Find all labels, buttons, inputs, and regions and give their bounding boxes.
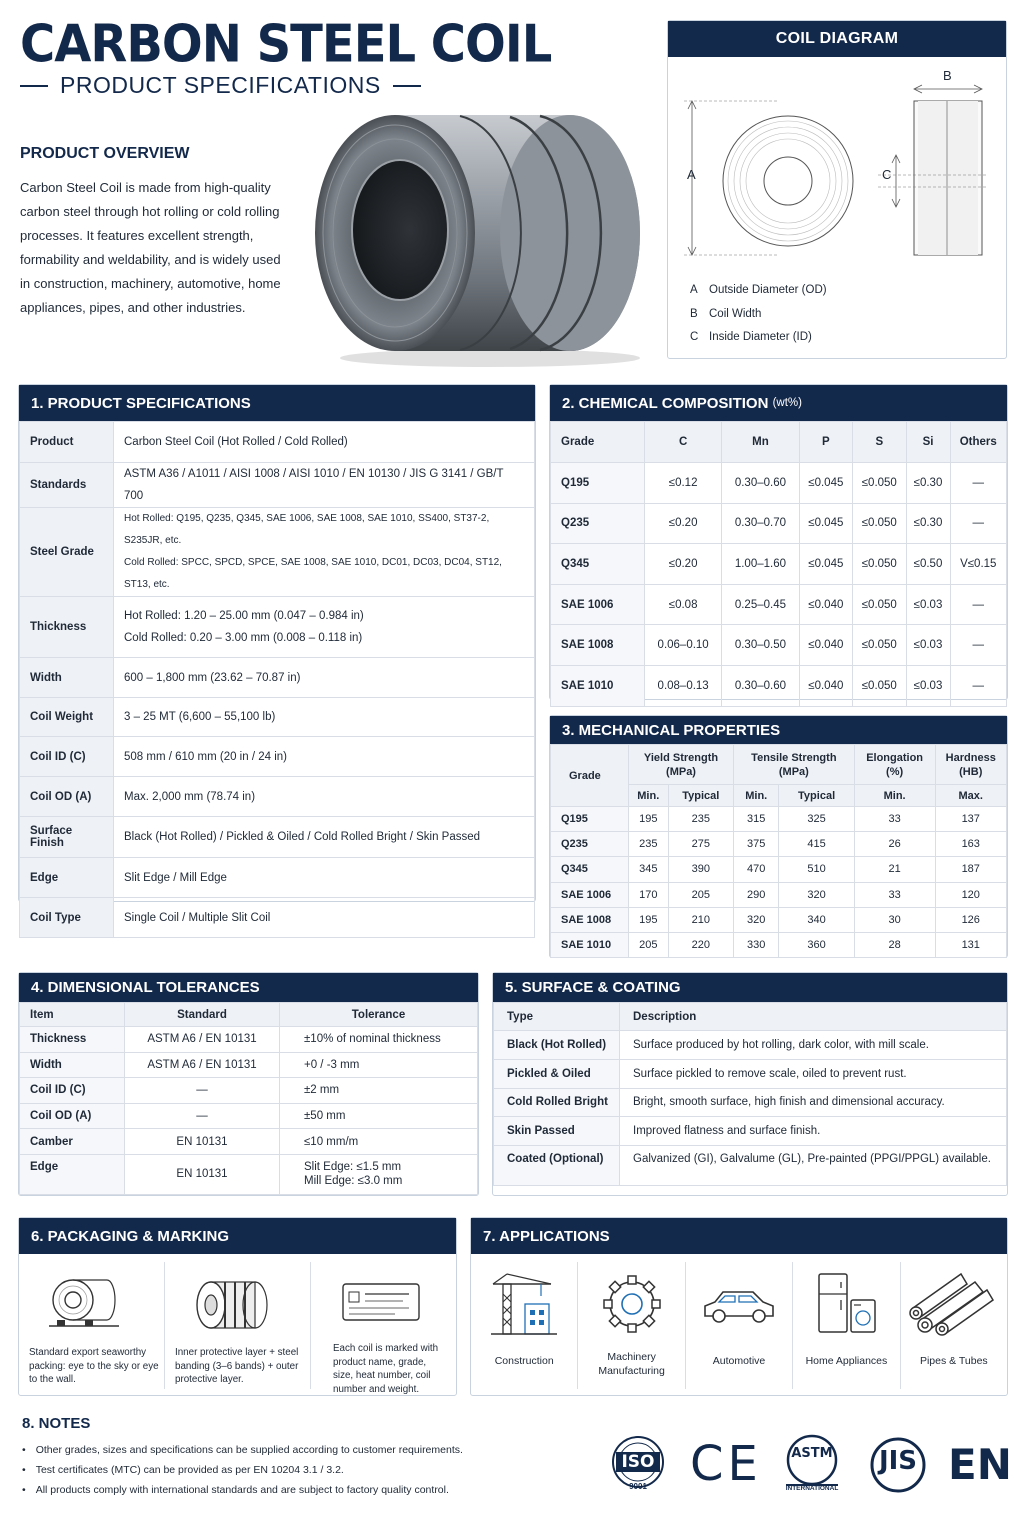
legend-item: A Outside Diameter (OD) <box>690 284 827 296</box>
surf-type: Pickled & Oiled <box>494 1059 620 1088</box>
application-label: Automotive <box>712 1355 766 1367</box>
spec-row <box>20 898 535 938</box>
spec-row <box>20 777 535 817</box>
chem-header: Others <box>950 422 1006 463</box>
chem-value: ≤0.50 <box>906 544 950 585</box>
gear-icon <box>597 1270 667 1340</box>
mechanical-properties-panel <box>549 715 1008 958</box>
surface-coating-table <box>493 1002 1007 1186</box>
spec-value-line: ASTM A36 / A1011 / AISI 1008 / AISI 1010 / EN 10130 / JIS G 3141 / GB/T 700 <box>124 468 504 502</box>
label-card-icon <box>339 1276 429 1336</box>
chem-row <box>551 544 1007 585</box>
chem-row <box>551 463 1007 504</box>
chem-value: 0.06–0.10 <box>644 625 721 666</box>
chem-value: ≤0.045 <box>799 463 852 504</box>
spec-value <box>114 858 535 898</box>
tol-header-row <box>20 1003 478 1027</box>
chem-value: ≤0.30 <box>906 503 950 544</box>
surface-coating-title: 5. SURFACE & COATING <box>493 973 1007 1002</box>
chem-grade: SAE 1010 <box>551 665 645 706</box>
tol-value: ±50 mm <box>280 1103 478 1129</box>
mech-value: 340 <box>779 907 854 932</box>
mech-row <box>551 907 1007 932</box>
tol-item: Coil ID (C) <box>20 1078 125 1104</box>
chem-value: 0.30–0.70 <box>722 503 799 544</box>
tol-value: ±10% of nominal thickness <box>280 1027 478 1053</box>
chem-row <box>551 625 1007 666</box>
spec-value <box>114 597 535 658</box>
mech-header-line: (MPa) <box>666 765 696 778</box>
chem-header: Mn <box>722 422 799 463</box>
iso-number: 9001 <box>629 1482 647 1491</box>
mech-value: 205 <box>629 932 669 957</box>
chem-value: 1.00–1.60 <box>722 544 799 585</box>
surf-header: Type <box>494 1003 620 1031</box>
chem-header: Grade <box>551 422 645 463</box>
chem-value: ≤0.045 <box>799 503 852 544</box>
spec-label: Width <box>20 658 114 698</box>
mech-grade: Q235 <box>551 832 629 857</box>
iso-logo-text: ISO <box>621 1452 655 1472</box>
mech-row <box>551 857 1007 882</box>
mech-value: 375 <box>734 832 779 857</box>
tol-value: ±2 mm <box>280 1078 478 1104</box>
spec-value-line: Single Coil / Multiple Slit Coil <box>124 911 271 924</box>
tol-standard: ASTM A6 / EN 10131 <box>125 1027 280 1053</box>
mech-grade: SAE 1006 <box>551 882 629 907</box>
mech-header-group <box>734 745 855 785</box>
chem-value: — <box>950 625 1006 666</box>
surf-description: Improved flatness and surface finish. <box>620 1117 1007 1146</box>
mech-header-group <box>854 745 935 785</box>
chem-value: ≤0.03 <box>906 625 950 666</box>
chem-value: — <box>950 463 1006 504</box>
diagram-legend <box>690 279 827 350</box>
spec-label: Coil Weight <box>20 698 114 737</box>
tol-item: Thickness <box>20 1027 125 1053</box>
chem-value: ≤0.050 <box>853 625 906 666</box>
en-logo-text: EN <box>948 1440 1012 1489</box>
application-label: Machinery Manufacturing <box>598 1351 665 1377</box>
chem-value: V≤0.15 <box>950 544 1006 585</box>
spec-label: Coil OD (A) <box>20 777 114 817</box>
chem-row <box>551 584 1007 625</box>
surf-row <box>494 1059 1007 1088</box>
tol-row <box>20 1078 478 1104</box>
page-title: CARBON STEEL COIL <box>20 14 552 75</box>
tol-row <box>20 1154 478 1194</box>
overview-heading: PRODUCT OVERVIEW <box>20 145 190 162</box>
chem-value: ≤0.03 <box>906 665 950 706</box>
spec-row <box>20 508 535 597</box>
chem-value: ≤0.08 <box>644 584 721 625</box>
chem-value: ≤0.12 <box>644 463 721 504</box>
surf-type: Cold Rolled Bright <box>494 1088 620 1117</box>
chem-header: C <box>644 422 721 463</box>
chemical-composition-panel <box>549 384 1008 700</box>
mech-row <box>551 932 1007 957</box>
mech-subheader: Min. <box>629 785 669 807</box>
mech-header-line: Yield Strength <box>643 751 719 764</box>
packaging-item <box>165 1262 311 1389</box>
tol-standard: EN 10131 <box>125 1129 280 1155</box>
surf-row <box>494 1146 1007 1186</box>
tol-standard: — <box>125 1078 280 1104</box>
spec-value <box>114 508 535 597</box>
chem-value: ≤0.20 <box>644 503 721 544</box>
spec-value-line: Max. 2,000 mm (78.74 in) <box>124 790 256 803</box>
chem-value: — <box>950 584 1006 625</box>
mech-header-line: Hardness <box>945 751 996 764</box>
chem-value: ≤0.045 <box>799 544 852 585</box>
surf-type: Skin Passed <box>494 1117 620 1146</box>
surf-row <box>494 1031 1007 1060</box>
pipes-icon <box>909 1270 999 1340</box>
coil-diagram-drawing <box>668 59 1008 279</box>
mech-value: 415 <box>779 832 854 857</box>
notes-list <box>22 1440 463 1500</box>
chem-value: ≤0.050 <box>853 665 906 706</box>
chem-value: 0.30–0.50 <box>722 625 799 666</box>
surf-description: Surface pickled to remove scale, oiled to prevent rust. <box>620 1059 1007 1088</box>
tol-value <box>280 1154 478 1194</box>
mech-subheader: Min. <box>854 785 935 807</box>
spec-value <box>114 698 535 737</box>
mech-value: 470 <box>734 857 779 882</box>
astm-logo <box>786 1436 838 1486</box>
spec-value-line: Hot Rolled: Q195, Q235, Q345, SAE 1006, SAE 1008, SAE 1010, SS400, ST37-2, S235JR, etc. <box>124 513 490 546</box>
mech-value: 345 <box>629 857 669 882</box>
mech-value: 170 <box>629 882 669 907</box>
spec-value-line: Cold Rolled: SPCC, SPCD, SPCE, SAE 1008, SAE 1010, DC01, DC03, DC04, ST12, ST13, etc. <box>124 557 502 590</box>
coil-diagram-title: COIL DIAGRAM <box>668 21 1006 57</box>
crane-icon <box>489 1270 559 1340</box>
banded-coil-icon <box>191 1276 271 1336</box>
chem-grade: Q195 <box>551 463 645 504</box>
tol-row <box>20 1027 478 1053</box>
mech-row <box>551 882 1007 907</box>
spec-row <box>20 597 535 658</box>
spec-value-line: 508 mm / 610 mm (20 in / 24 in) <box>124 750 287 763</box>
mech-grade: Q195 <box>551 807 629 832</box>
mech-value: 210 <box>668 907 734 932</box>
mech-header-line: (HB) <box>959 765 983 778</box>
spec-value <box>114 463 535 508</box>
dimensional-tolerances-panel <box>18 972 479 1196</box>
mech-value: 220 <box>668 932 734 957</box>
chem-grade: Q345 <box>551 544 645 585</box>
page-subtitle <box>20 72 421 99</box>
coil-packing-icon <box>45 1276 125 1336</box>
packaging-item-text: Standard export seaworthy packing: eye to the sky or eye to the wall. <box>29 1347 159 1385</box>
surf-row <box>494 1088 1007 1117</box>
tol-value: +0 / -3 mm <box>280 1052 478 1078</box>
spec-label: Coil Type <box>20 898 114 938</box>
tol-row <box>20 1052 478 1078</box>
mech-value: 290 <box>734 882 779 907</box>
surface-coating-panel <box>492 972 1008 1196</box>
mech-value: 235 <box>629 832 669 857</box>
tol-row <box>20 1129 478 1155</box>
applications-panel <box>470 1217 1008 1396</box>
spec-row <box>20 737 535 777</box>
application-item <box>901 1262 1007 1389</box>
surf-header: Description <box>620 1003 1007 1031</box>
chem-value: ≤0.20 <box>644 544 721 585</box>
spec-value-line: 600 – 1,800 mm (23.62 – 70.87 in) <box>124 671 301 684</box>
packaging-marking-panel <box>18 1217 457 1396</box>
chem-value: ≤0.040 <box>799 665 852 706</box>
tol-standard: EN 10131 <box>125 1154 280 1194</box>
mech-value: 30 <box>854 907 935 932</box>
mech-value: 126 <box>935 907 1007 932</box>
chem-value: ≤0.040 <box>799 625 852 666</box>
spec-label: Steel Grade <box>20 508 114 597</box>
chemical-composition-table <box>550 421 1007 707</box>
spec-value <box>114 422 535 463</box>
application-item <box>471 1262 578 1389</box>
surf-description: Galvanized (GI), Galvalume (GL), Pre-painted (PPGI/PPGL) available. <box>620 1146 1007 1186</box>
packaging-item-text: Each coil is marked with product name, grade, size, heat number, coil number and weight. <box>333 1343 439 1395</box>
tol-item: Width <box>20 1052 125 1078</box>
mech-value: 33 <box>854 882 935 907</box>
tol-item: Edge <box>20 1154 125 1194</box>
mech-header-line: (%) <box>886 765 904 778</box>
spec-label: Standards <box>20 463 114 508</box>
spec-label: Edge <box>20 858 114 898</box>
mechanical-properties-title: 3. MECHANICAL PROPERTIES <box>550 716 1007 744</box>
spec-value-line: Cold Rolled: 0.20 – 3.00 mm (0.008 – 0.118 in) <box>124 632 363 644</box>
spec-value <box>114 737 535 777</box>
mech-value: 120 <box>935 882 1007 907</box>
spec-value-line: Hot Rolled: 1.20 – 25.00 mm (0.047 – 0.984 in) <box>124 610 364 622</box>
spec-value <box>114 898 535 938</box>
packaging-item <box>311 1262 456 1395</box>
mech-header-line: Tensile Strength <box>751 751 837 764</box>
chem-row <box>551 503 1007 544</box>
chem-value: 0.30–0.60 <box>722 665 799 706</box>
mech-value: 131 <box>935 932 1007 957</box>
chem-grade: Q235 <box>551 503 645 544</box>
tol-value-line: Mill Edge: ≤3.0 mm <box>304 1175 403 1188</box>
product-specifications-panel <box>18 384 536 924</box>
spec-row <box>20 817 535 858</box>
spec-value-line: 3 – 25 MT (6,600 – 55,100 lb) <box>124 711 276 723</box>
spec-label: Thickness <box>20 597 114 658</box>
mech-grade: SAE 1010 <box>551 932 629 957</box>
tol-header: Standard <box>125 1003 280 1027</box>
surf-description: Bright, smooth surface, high finish and dimensional accuracy. <box>620 1088 1007 1117</box>
coil-diagram-panel <box>667 20 1007 359</box>
legend-item: B Coil Width <box>690 307 762 320</box>
application-label: Home Appliances <box>805 1355 888 1367</box>
diagram-mark-a: A <box>687 167 696 182</box>
chem-value: ≤0.050 <box>853 463 906 504</box>
chem-value: ≤0.050 <box>853 544 906 585</box>
surf-description: Surface produced by hot rolling, dark color, with mill scale. <box>620 1031 1007 1060</box>
chemical-unit: (wt%) <box>772 397 802 409</box>
chem-value: 0.08–0.13 <box>644 665 721 706</box>
chem-value: ≤0.30 <box>906 463 950 504</box>
mech-value: 205 <box>668 882 734 907</box>
note-item: • All products comply with international standards and are subject to factory quality control. <box>22 1480 463 1500</box>
mech-value: 33 <box>854 807 935 832</box>
chem-value: 0.30–0.60 <box>722 463 799 504</box>
subtitle-text: PRODUCT SPECIFICATIONS <box>60 72 381 98</box>
packaging-item <box>19 1262 165 1389</box>
astm-logo-subtext: INTERNATIONAL <box>785 1485 839 1492</box>
product-specifications-title: 1. PRODUCT SPECIFICATIONS <box>19 385 535 421</box>
chem-header: Si <box>906 422 950 463</box>
spec-row <box>20 422 535 463</box>
surf-header-row <box>494 1003 1007 1031</box>
mech-row <box>551 807 1007 832</box>
mech-value: 195 <box>629 807 669 832</box>
note-item: • Test certificates (MTC) can be provided as per EN 10204 3.1 / 3.2. <box>22 1460 463 1480</box>
surf-row <box>494 1117 1007 1146</box>
tol-value: ≤10 mm/m <box>280 1129 478 1155</box>
tol-header: Item <box>20 1003 125 1027</box>
chem-value: ≤0.040 <box>799 584 852 625</box>
spec-value-line: Carbon Steel Coil (Hot Rolled / Cold Rolled) <box>124 436 348 448</box>
surf-type: Black (Hot Rolled) <box>494 1031 620 1060</box>
mech-header-grade: Grade <box>551 745 629 807</box>
chemical-composition-title: 2. CHEMICAL COMPOSITION (wt%) <box>550 385 1007 421</box>
certification-logos <box>606 1432 1012 1498</box>
jis-logo-text: JIS <box>878 1446 918 1476</box>
chem-value: ≤0.03 <box>906 584 950 625</box>
spec-value <box>114 817 535 858</box>
mech-value: 235 <box>668 807 734 832</box>
mech-value: 163 <box>935 832 1007 857</box>
chem-value: — <box>950 503 1006 544</box>
dimensional-tolerances-title: 4. DIMENSIONAL TOLERANCES <box>19 973 478 1002</box>
tol-header: Tolerance <box>280 1003 478 1027</box>
mech-grade: SAE 1008 <box>551 907 629 932</box>
spec-label: Coil ID (C) <box>20 737 114 777</box>
overview-text: Carbon Steel Coil is made from high-quality carbon steel through hot rolling or cold rolling processes. It features excellent strength, formability and weldability, and is widely used in construction, machinery, automotive, home appliances, pipes, and other industries. <box>20 180 281 315</box>
chem-grade: SAE 1008 <box>551 625 645 666</box>
application-item <box>793 1262 900 1389</box>
note-item: • Other grades, sizes and specifications can be supplied according to customer requirements. <box>22 1440 463 1460</box>
mechanical-properties-table <box>550 744 1007 958</box>
application-item <box>686 1262 793 1389</box>
application-item <box>578 1262 685 1389</box>
chem-value: 0.25–0.45 <box>722 584 799 625</box>
diagram-mark-c: C <box>882 167 892 182</box>
spec-row <box>20 463 535 508</box>
spec-value-line: Slit Edge / Mill Edge <box>124 871 227 884</box>
applications-title: 7. APPLICATIONS <box>471 1218 1007 1254</box>
spec-value-line: Black (Hot Rolled) / Pickled & Oiled / Cold Rolled Bright / Skin Passed <box>124 831 481 843</box>
packaging-item-text: Inner protective layer + steel banding (3–6 bands) + outer protective layer. <box>175 1347 299 1385</box>
application-label: Construction <box>494 1355 554 1367</box>
dimensional-tolerances-table <box>19 1002 478 1195</box>
product-specifications-table <box>19 421 535 938</box>
mech-value: 320 <box>734 907 779 932</box>
mech-value: 137 <box>935 807 1007 832</box>
mech-value: 510 <box>779 857 854 882</box>
chem-grade: SAE 1006 <box>551 584 645 625</box>
application-label: Pipes & Tubes <box>919 1355 988 1367</box>
tol-standard: ASTM A6 / EN 10131 <box>125 1052 280 1078</box>
surf-type: Coated (Optional) <box>494 1146 620 1186</box>
car-icon <box>699 1270 779 1340</box>
legend-item: C Inside Diameter (ID) <box>690 331 812 343</box>
mech-subheader: Min. <box>734 785 779 807</box>
mech-subheader: Typical <box>668 785 734 807</box>
mech-header-row <box>551 745 1007 785</box>
ce-logo-text: CE <box>690 1436 762 1492</box>
spec-row <box>20 698 535 737</box>
mech-subheader: Max. <box>935 785 1007 807</box>
tol-item: Coil OD (A) <box>20 1103 125 1129</box>
spec-label: Surface Finish <box>20 817 114 858</box>
mech-value: 330 <box>734 932 779 957</box>
title-rule-left <box>20 85 48 87</box>
spec-row <box>20 658 535 698</box>
coil-photo <box>300 100 660 370</box>
mech-value: 21 <box>854 857 935 882</box>
mech-value: 28 <box>854 932 935 957</box>
chem-value: ≤0.050 <box>853 584 906 625</box>
title-rule-right <box>393 85 421 87</box>
mech-grade: Q345 <box>551 857 629 882</box>
tol-value-line: Slit Edge: ≤1.5 mm <box>304 1161 402 1174</box>
mech-value: 360 <box>779 932 854 957</box>
chem-header-row <box>551 422 1007 463</box>
tol-row <box>20 1103 478 1129</box>
chem-value: ≤0.050 <box>853 503 906 544</box>
spec-value <box>114 777 535 817</box>
mech-subheader: Typical <box>779 785 854 807</box>
mech-value: 187 <box>935 857 1007 882</box>
spec-row <box>20 858 535 898</box>
mech-value: 275 <box>668 832 734 857</box>
chem-header: P <box>799 422 852 463</box>
mech-header-group <box>935 745 1007 785</box>
mech-header-group <box>629 745 734 785</box>
mech-value: 195 <box>629 907 669 932</box>
notes-heading: 8. NOTES <box>22 1415 91 1432</box>
mech-value: 325 <box>779 807 854 832</box>
diagram-mark-b: B <box>943 68 952 83</box>
chem-row <box>551 665 1007 706</box>
spec-label: Product <box>20 422 114 463</box>
mech-header-line: (MPa) <box>778 765 809 778</box>
chem-value: — <box>950 665 1006 706</box>
mech-value: 315 <box>734 807 779 832</box>
mech-row <box>551 832 1007 857</box>
chem-header: S <box>853 422 906 463</box>
tol-standard: — <box>125 1103 280 1129</box>
mech-value: 320 <box>779 882 854 907</box>
spec-value <box>114 658 535 698</box>
appliance-icon <box>811 1270 881 1340</box>
mech-header-line: Elongation <box>866 751 924 764</box>
packaging-marking-title: 6. PACKAGING & MARKING <box>19 1218 456 1254</box>
mech-value: 26 <box>854 832 935 857</box>
tol-item: Camber <box>20 1129 125 1155</box>
astm-logo-text: ASTM <box>791 1446 833 1461</box>
mech-value: 390 <box>668 857 734 882</box>
